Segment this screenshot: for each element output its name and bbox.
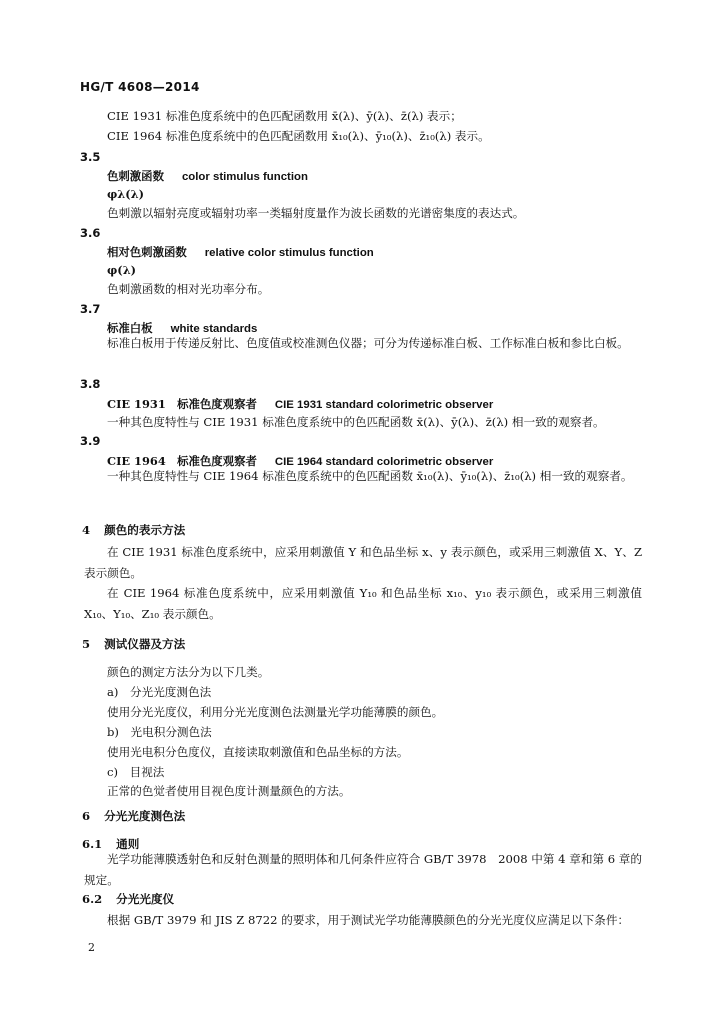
paragraph: 在 CIE 1964 标准色度系统中，应采用刺激值 Y₁₀ 和色品坐标 x₁₀、y₁₀ 表示颜色，或采用三刺激值 X₁₀、Y₁₀、Z₁₀ 表示颜色。 bbox=[84, 586, 642, 621]
term-heading bbox=[107, 168, 308, 184]
term-definition: 标准白板用于传递反射比、色度值或校准测色仪器；可分为传递标准白板、工作标准白板和参比白板。 bbox=[107, 336, 629, 350]
term-zh: 色刺激函数 bbox=[107, 169, 164, 183]
list-item: c) 目视法 bbox=[107, 765, 165, 779]
section-number: 5 bbox=[82, 637, 91, 651]
paragraph: 根据 GB/T 3979 和 JIS Z 8722 的要求，用于测试光学功能薄膜颜色的分光光度仪应满足以下条件： bbox=[107, 913, 630, 927]
section-title: 颜色的表示方法 bbox=[104, 523, 186, 537]
subsection-heading bbox=[82, 891, 174, 907]
term-definition: 色刺激函数的相对光功率分布。 bbox=[107, 282, 270, 296]
term-zh: 相对色刺激函数 bbox=[107, 245, 187, 259]
term-en: relative color stimulus function bbox=[204, 247, 374, 259]
term-zh: CIE 1931 标准色度观察者 bbox=[107, 397, 257, 411]
section-heading bbox=[82, 522, 185, 538]
term-symbol: φλ(λ) bbox=[107, 187, 145, 201]
term-zh: CIE 1964 标准色度观察者 bbox=[107, 454, 257, 468]
subsection-number: 6.2 bbox=[82, 892, 103, 906]
page-number: 2 bbox=[88, 941, 95, 954]
term-zh: 标准白板 bbox=[107, 321, 153, 335]
list-item: b) 光电积分测色法 bbox=[107, 725, 212, 739]
subsection-number: 6.1 bbox=[82, 837, 103, 851]
term-en: CIE 1931 standard colorimetric observer bbox=[274, 399, 494, 411]
section-heading bbox=[82, 808, 185, 824]
subsection-title: 分光光度仪 bbox=[116, 892, 175, 906]
paragraph: 光学功能薄膜透射色和反射色测量的照明体和几何条件应符合 GB/T 3978 2008 中第 4 章和第 6 章的规定。 bbox=[84, 852, 642, 887]
list-item: a) 分光光度测色法 bbox=[107, 685, 212, 699]
clause-number: 3.5 bbox=[80, 150, 101, 164]
term-heading bbox=[107, 244, 374, 260]
term-en: CIE 1964 standard colorimetric observer bbox=[274, 456, 494, 468]
section-number: 6 bbox=[82, 809, 91, 823]
term-definition: 一种其色度特性与 CIE 1931 标准色度系统中的色匹配函数 x̄(λ)、ȳ(λ)、z̄(λ) 相一致的观察者。 bbox=[107, 415, 605, 429]
section-title: 分光光度测色法 bbox=[104, 809, 186, 823]
section-heading bbox=[82, 636, 185, 652]
paragraph: 在 CIE 1931 标准色度系统中，应采用刺激值 Y 和色品坐标 x、y 表示颜色，或采用三刺激值 X、Y、Z 表示颜色。 bbox=[84, 545, 642, 580]
list-item-description: 使用光电积分色度仪，直接读取刺激值和色品坐标的方法。 bbox=[107, 745, 409, 759]
text-line: CIE 1964 标准色度系统中的色匹配函数用 x̄₁₀(λ)、ȳ₁₀(λ)、z̄₁₀(λ) 表示。 bbox=[107, 129, 490, 143]
section-number: 4 bbox=[82, 523, 91, 537]
term-heading bbox=[107, 396, 493, 412]
term-en: color stimulus function bbox=[181, 171, 308, 183]
list-item-description: 使用分光光度仪，利用分光光度测色法测量光学功能薄膜的颜色。 bbox=[107, 705, 444, 719]
section-title: 测试仪器及方法 bbox=[104, 637, 186, 651]
paragraph: 颜色的测定方法分为以下几类。 bbox=[107, 665, 270, 679]
term-symbol: φ(λ) bbox=[107, 263, 137, 277]
list-item-description: 正常的色觉者使用目视色度计测量颜色的方法。 bbox=[107, 784, 351, 798]
clause-number: 3.8 bbox=[80, 377, 101, 391]
term-definition: 色刺激以辐射亮度或辐射功率一类辐射度量作为波长函数的光谱密集度的表达式。 bbox=[107, 206, 525, 220]
term-en: white standards bbox=[170, 323, 258, 335]
clause-number: 3.9 bbox=[80, 434, 101, 448]
text-line: CIE 1931 标准色度系统中的色匹配函数用 x̄(λ)、ȳ(λ)、z̄(λ) 表示； bbox=[107, 109, 462, 123]
standard-header: HG/T 4608—2014 bbox=[80, 80, 200, 94]
term-definition: 一种其色度特性与 CIE 1964 标准色度系统中的色匹配函数 x̄₁₀(λ)、ȳ₁₀(λ)、z̄₁₀(λ) 相一致的观察者。 bbox=[107, 469, 633, 483]
clause-number: 3.6 bbox=[80, 226, 101, 240]
subsection-title: 通则 bbox=[116, 837, 140, 851]
clause-number: 3.7 bbox=[80, 302, 101, 316]
